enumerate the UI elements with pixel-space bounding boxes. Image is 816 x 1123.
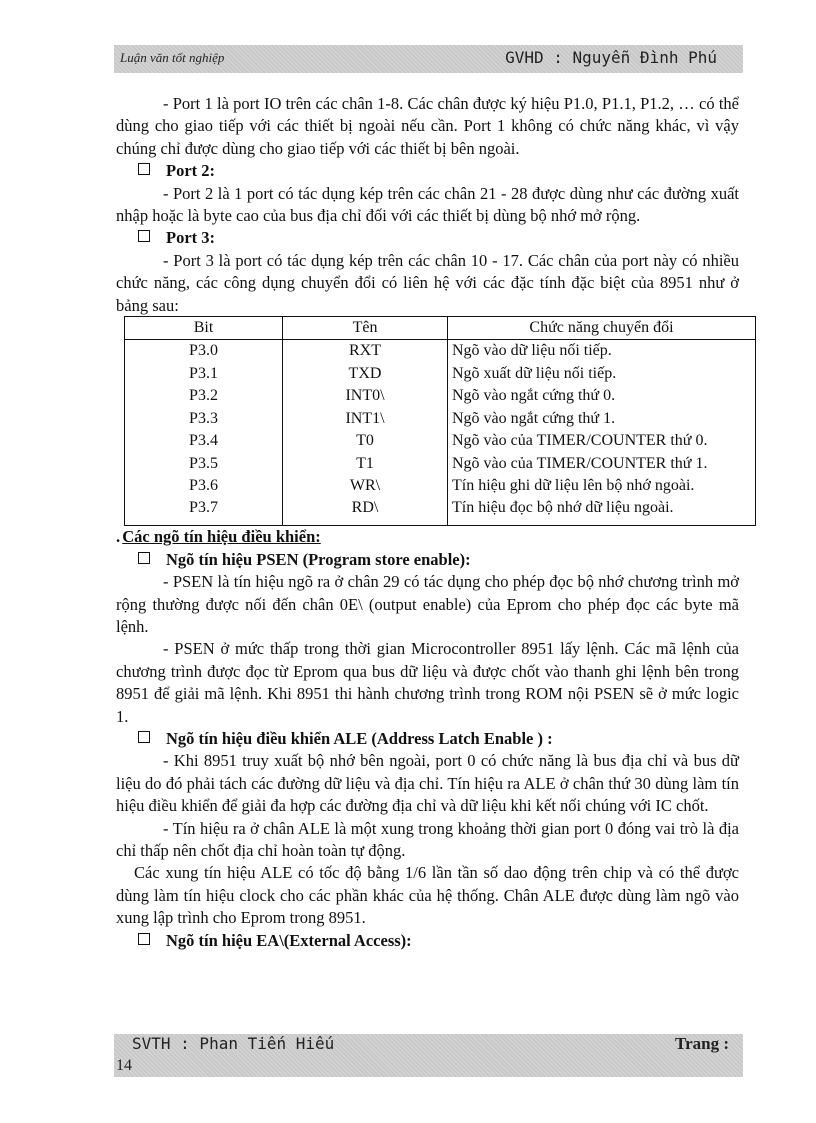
port2-paragraph: - Port 2 là 1 port có tác dụng kép trên các chân 21 - 28 được dùng như các đường xuất nhập hoặc là byte cao của bus địa chỉ đối với các thiết bị dùng bộ nhớ mở rộng. xyxy=(116,183,739,226)
psen-heading: Ngõ tín hiệu PSEN (Program store enable): xyxy=(138,549,739,571)
cell-bit: P3.3 xyxy=(125,408,283,430)
table-row xyxy=(125,363,756,385)
table-row xyxy=(125,340,756,363)
cell-bit: P3.7 xyxy=(125,497,283,526)
cell-function: Ngõ vào dữ liệu nối tiếp. xyxy=(448,340,756,363)
table-row xyxy=(125,430,756,452)
cell-function: Ngõ vào của TIMER/COUNTER thứ 1. xyxy=(448,453,756,475)
cell-name: T0 xyxy=(283,430,448,452)
cell-bit: P3.4 xyxy=(125,430,283,452)
table-row xyxy=(125,453,756,475)
table-header-bit: Bit xyxy=(125,317,283,340)
psen-paragraph-2: - PSEN ở mức thấp trong thời gian Microcontroller 8951 lấy lệnh. Các mã lệnh của chương trình được đọc từ Eprom qua bus dữ liệu và được chốt vào thanh ghi lệnh bên trong 8951 để giải mã lệnh. Khi 8951 thi hành chương trình trong ROM nội PSEN sẽ ở mức logic 1. xyxy=(116,639,739,726)
port3-paragraph: - Port 3 là port có tác dụng kép trên các chân 10 - 17. Các chân của port này có nhiều chức năng, các công dụng chuyển đổi có liên hệ với các đặc tính đặc biệt của 8951 như ở bảng sau: xyxy=(116,250,739,315)
cell-function: Tín hiệu ghi dữ liệu lên bộ nhớ ngoài. xyxy=(448,475,756,497)
table-header-function: Chức năng chuyển đổi xyxy=(448,317,756,340)
checkbox-bullet-icon xyxy=(138,731,150,743)
psen-paragraph-1: - PSEN là tín hiệu ngõ ra ở chân 29 có tác dụng cho phép đọc bộ nhớ chương trình mở rộng thường được nối đến chân 0E\ (output enable) của Eprom cho phép đọc các byte mã lệnh. xyxy=(116,572,739,636)
table-row xyxy=(125,475,756,497)
cell-function: Ngõ vào ngắt cứng thứ 0. xyxy=(448,385,756,407)
control-signals-heading: . Các ngõ tín hiệu điều khiển: xyxy=(116,527,321,547)
ale-paragraph-2: - Tín hiệu ra ở chân ALE là một xung trong khoảng thời gian port 0 đóng vai trò là địa chỉ thấp nên chốt địa chỉ hoàn toàn tự động. xyxy=(116,818,739,860)
header-advisor: GVHD : Nguyễn Đình Phú xyxy=(505,48,717,67)
cell-bit: P3.6 xyxy=(125,475,283,497)
cell-function: Ngõ vào của TIMER/COUNTER thứ 0. xyxy=(448,430,756,452)
footer-page-label: Trang : xyxy=(675,1034,729,1053)
port2-heading: Port 2: xyxy=(138,160,739,182)
table-row xyxy=(125,497,756,526)
cell-name: INT0\ xyxy=(283,385,448,407)
checkbox-bullet-icon xyxy=(138,230,150,242)
table-row xyxy=(125,408,756,430)
cell-name: INT1\ xyxy=(283,408,448,430)
cell-function: Ngõ vào ngắt cứng thứ 1. xyxy=(448,408,756,430)
port1-paragraph: - Port 1 là port IO trên các chân 1-8. Các chân được ký hiệu P1.0, P1.1, P1.2, … có thể dùng cho giao tiếp với các thiết bị ngoài nếu cần. Port 1 không có chức năng khác, vì vậy chúng chỉ được dùng cho giao tiếp với các thiết bị bên ngoài. xyxy=(116,94,739,158)
cell-name: WR\ xyxy=(283,475,448,497)
cell-bit: P3.1 xyxy=(125,363,283,385)
ale-paragraph-3: Các xung tín hiệu ALE có tốc độ bằng 1/6 lần tần số dao động trên chip và có thể được dùng làm tín hiệu clock cho các phần khác của hệ thống. Chân ALE được dùng làm ngõ vào xung lập trình cho Eprom trong 8951. xyxy=(116,863,739,928)
footer-page-number: 14 xyxy=(116,1057,132,1074)
table-header-row xyxy=(125,317,756,340)
cell-bit: P3.2 xyxy=(125,385,283,407)
page-content xyxy=(116,93,739,952)
cell-function: Ngõ xuất dữ liệu nối tiếp. xyxy=(448,363,756,385)
cell-name: RD\ xyxy=(283,497,448,526)
header-thesis-label: Luận văn tốt nghiệp xyxy=(120,50,225,65)
checkbox-bullet-icon xyxy=(138,933,150,945)
page-footer xyxy=(114,1034,743,1077)
page-header xyxy=(114,45,743,73)
cell-name: RXT xyxy=(283,340,448,363)
ale-heading: Ngõ tín hiệu điều khiển ALE (Address Latch Enable ) : xyxy=(138,728,739,750)
cell-function: Tín hiệu đọc bộ nhớ dữ liệu ngoài. xyxy=(448,497,756,526)
cell-bit: P3.5 xyxy=(125,453,283,475)
cell-bit: P3.0 xyxy=(125,340,283,363)
ea-heading: Ngõ tín hiệu EA\(External Access): xyxy=(138,930,739,952)
footer-student: SVTH : Phan Tiến Hiếu xyxy=(132,1034,335,1053)
checkbox-bullet-icon xyxy=(138,163,150,175)
ale-paragraph-1: - Khi 8951 truy xuất bộ nhớ bên ngoài, port 0 có chức năng là bus địa chỉ và bus dữ liệu do đó phải tách các đường dữ liệu và địa chỉ. Tín hiệu ra ALE ở chân thứ 30 dùng làm tín hiệu điều khiển để giải đa hợp các đường địa chỉ và dữ liệu khi kết nối chúng với IC chốt. xyxy=(116,751,739,816)
port3-function-table xyxy=(124,316,756,526)
table-row xyxy=(125,385,756,407)
checkbox-bullet-icon xyxy=(138,552,150,564)
cell-name: T1 xyxy=(283,453,448,475)
table-header-name: Tên xyxy=(283,317,448,340)
port3-heading: Port 3: xyxy=(138,227,739,249)
cell-name: TXD xyxy=(283,363,448,385)
